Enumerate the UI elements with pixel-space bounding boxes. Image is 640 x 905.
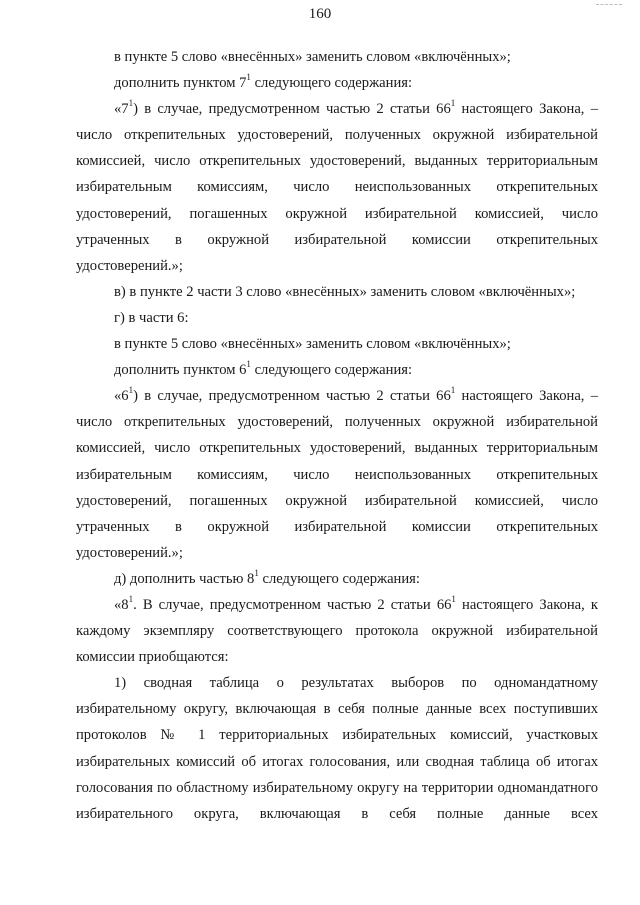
paragraph-amend-item5: в пункте 5 слово «внесённых» заменить словом «включённых»; (114, 49, 511, 65)
paragraph-item61-text: «$6^1$) в случае, предусмотренном частью 2 статьи $66^1$ настоящего Закона, – число открепительных удостоверений, полученных окружной избирательной комиссией, число открепительных удостоверений, выданных территориальным избирательным комиссиям, число неиспользованных открепительных удостоверений, погашенных окружной избирательной комиссией, число утраченных в окружной избирательной комиссии открепительных удостоверений.»; (76, 385, 598, 561)
paragraph-add-item71: дополнить пунктом $7^1$ следующего содержания: (114, 72, 413, 92)
paragraph-part6-item5: в пункте 5 слово «внесённых» заменить словом «включённых»; (114, 336, 511, 353)
paragraph-part3-item2: в) в пункте 2 части 3 слово «внесённых» заменить словом «включённых»; (114, 283, 576, 300)
paragraph-item71-text: «$7^1$) в случае, предусмотренном частью 2 статьи $66^1$ настоящего Закона, – число открепительных удостоверений, полученных окружной избирательной комиссией, число открепительных удостоверений, выданных территориальным избирательным комиссиям, число неиспользованных открепительных удостоверений, погашенных окружной избирательной комиссией, число утраченных в окружной избирательной комиссии открепительных удостоверений.»; (76, 98, 598, 274)
paragraph-add-part81: д) дополнить частью $8^1$ следующего содержания: (114, 568, 420, 587)
page-number: 160 (308, 6, 332, 22)
paragraph-part6-heading: г) в части 6: (114, 309, 189, 326)
paragraph-subitem1-summary-table: 1) сводная таблица о результатах выборов по одномандатному избирательному округу, включающая в себя полные данные всех поступивших протоколов № 1 территориальных избирательных комиссий, участковых избирательных комиссий об итогах голосования, или сводная таблица об итогах голосования по областному избирательному округу на территории одномандатного избирательного округа, включающая в себя полные данные всех (76, 675, 598, 822)
document-body (76, 44, 598, 827)
paragraph-part81-text: «$8^1$. В случае, предусмотренном частью 2 статьи $66^1$ настоящего Закона, к каждому экземпляру соответствующего протокола окружной избирательной комиссии приобщаются: (76, 594, 598, 666)
paragraph-add-item61: дополнить пунктом $6^1$ следующего содержания: (114, 359, 413, 379)
